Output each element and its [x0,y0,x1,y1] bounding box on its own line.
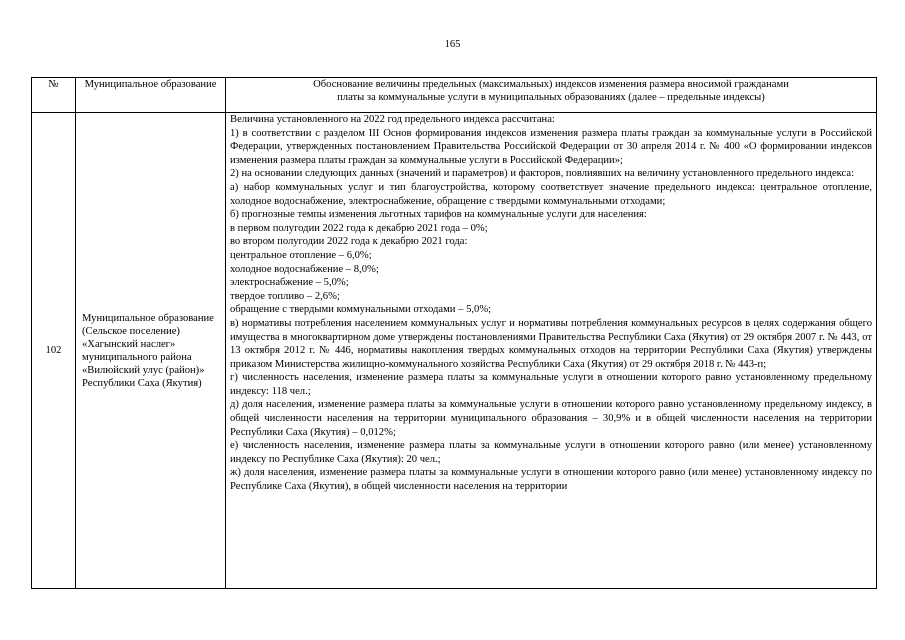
justification-paragraph: Величина установленного на 2022 год предельного индекса рассчитана: [230,114,555,125]
header-number: № [32,78,76,113]
justification-paragraph: 1) в соответствии с разделом III Основ формирования индексов изменения размера платы граждан за коммунальные услуги в Российской Федерации, утвержденных постановлением Правительства Российской Федерации от 30 апреля 2014 г. № 400 «О формировании индексов изменения размера платы граждан за коммунальные услуги в Российской Федерации»; [230,127,872,166]
table-header-row [32,78,877,113]
tariff-justification-table [31,77,877,589]
header-justification-line-2: платы за коммунальные услуги в муниципальных образованиях (далее – предельные индексы) [337,92,765,103]
justification-paragraph: холодное водоснабжение – 8,0%; [230,263,379,275]
justification-paragraph: обращение с твердыми коммунальными отходами – 5,0%; [230,304,492,316]
justification-paragraph: в) нормативы потребления населением коммунальных услуг и нормативы потребления коммунальных ресурсов в целях содержания общего имущества в многоквартирном доме утверждены постановлениями Правительства Республики Саха (Якутия) от 29 октября 2007 г. № 443, от 13 октября 2012 г. № 446, нормативы накопления твердых коммунальных отходов на территории Республики Саха (Якутия) утверждены приказом Министерства жилищно-коммунального хозяйства Республики Саха (Якутия) от 29 октября 2018 г. № 443-п; [230,317,872,370]
justification-paragraph: б) прогнозные темпы изменения льготных тарифов на коммунальные услуги для населения: [230,209,647,221]
justification-paragraph: г) численность населения, изменение размера платы за коммунальные услуги в отношении которого равно установленному предельному индексу: 118 чел.; [230,372,872,397]
justification-paragraph: во втором полугодии 2022 года к декабрю 2021 года: [230,236,468,248]
row-number: 102 [32,113,76,589]
justification-paragraph: центральное отопление – 6,0%; [230,249,372,261]
table-row [32,113,877,589]
row-justification [226,113,877,589]
header-municipality: Муниципальное образование [76,78,226,113]
justification-paragraph: в первом полугодии 2022 года к декабрю 2021 года – 0%; [230,222,488,234]
justification-paragraph: ж) доля населения, изменение размера платы за коммунальные услуги в отношении которого равно (или менее) установленному индексу по Республике Саха (Якутия), в общей численности населения на территории [230,467,872,493]
row-municipality: Муниципальное образование (Сельское поселение) «Хагынский наслег» муниципального района «Вилюйский улус (район)» Республики Саха (Якутия) [76,113,226,589]
justification-paragraph: электроснабжение – 5,0%; [230,277,349,289]
justification-paragraph: а) набор коммунальных услуг и тип благоустройства, которому соответствует значение предельного индекса: центральное отопление, холодное водоснабжение, электроснабжение, обращение с твердыми коммунальными отходами; [230,181,872,207]
justification-paragraph: е) численность населения, изменение размера платы за коммунальные услуги в отношении которого равно (или менее) установленному индексу по Республике Саха (Якутия): 20 чел.; [230,440,872,465]
page-number: 165 [444,39,461,50]
header-justification [226,78,877,113]
justification-paragraph: твердое топливо – 2,6%; [230,290,340,302]
justification-paragraph: д) доля населения, изменение размера платы за коммунальные услуги в отношении которого равно установленному предельному индексу, в общей численности населения на территории муниципального образования – 30,9% и в общей численности населения на территории Республики Саха (Якутия) – 0,012%; [230,399,872,438]
header-justification-line-1: Обоснование величины предельных (максимальных) индексов изменения размера вносимой гражданами [313,79,789,90]
justification-paragraph: 2) на основании следующих данных (значений и параметров) и факторов, повлиявших на величину установленного предельного индекса: [230,168,855,180]
